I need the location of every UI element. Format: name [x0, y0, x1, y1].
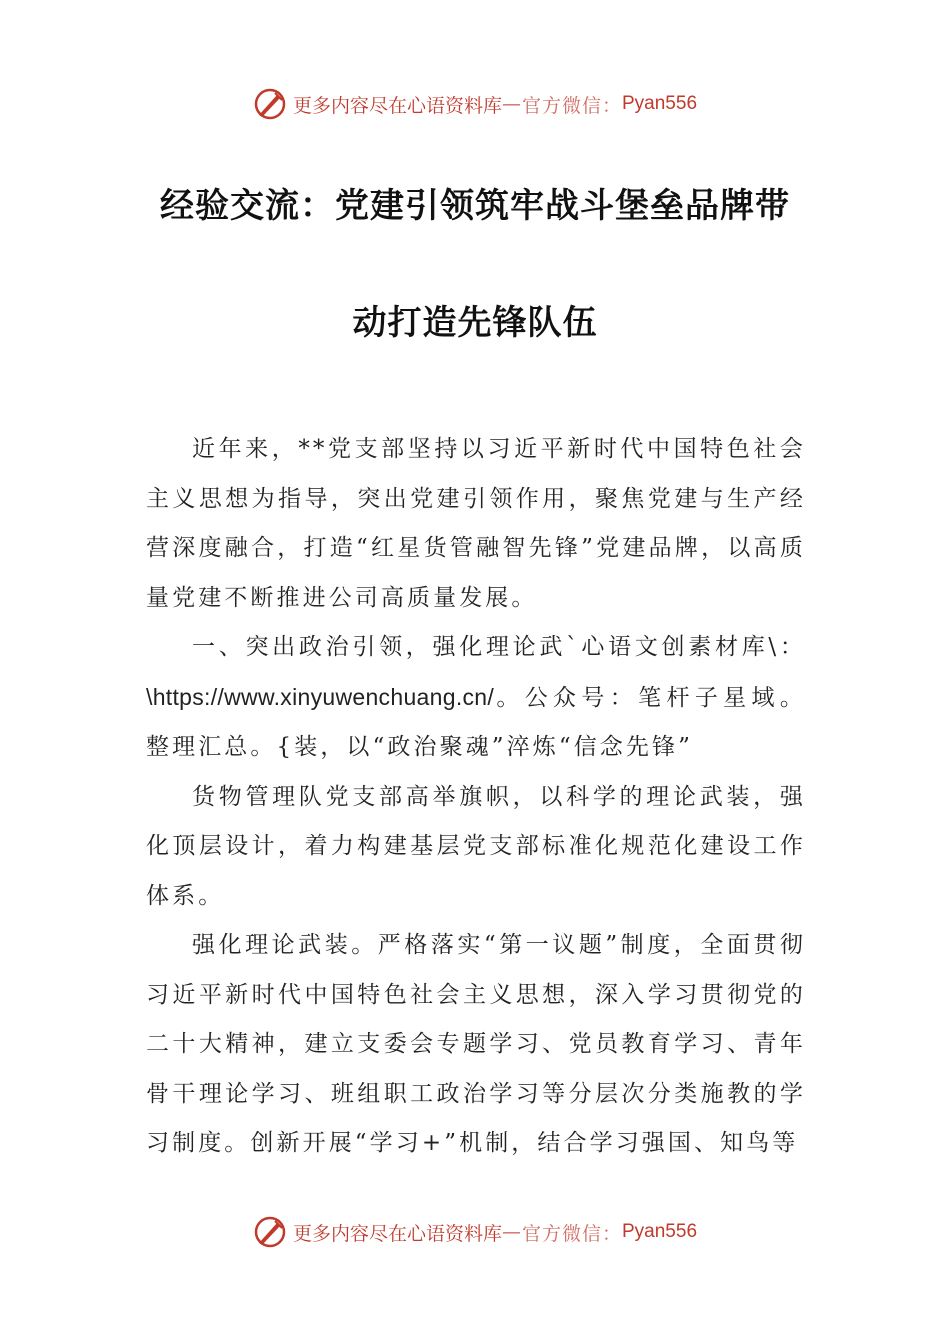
document-title-line-1: 经验交流：党建引领筑牢战斗堡垒品牌带 [160, 186, 790, 226]
section-1-url: \https://www.xinyuwenchuang.cn/ [146, 683, 495, 710]
watermark-header [0, 84, 950, 124]
watermark-id: Pyan556 [622, 93, 698, 114]
paragraph-theory: 强化理论武装。严格落实“第一议题”制度，全面贯彻习近平新时代中国特色社会主义思想，深入学习贯彻党的二十大精神，建立支委会专题学习、党员教育学习、青年骨干理论学习、班组职工政治学习等分层次分类施教的学习制度。创新开展“学习+”机制，结合学习强国、知鸟等 [146, 932, 806, 1156]
watermark-text: 更多内容尽在心语资料库 [292, 1222, 502, 1245]
document-body [146, 425, 806, 1169]
pen-logo-icon [253, 87, 287, 121]
document-title-line-2: 动打造先锋队伍 [352, 303, 598, 343]
section-1-text-b: 。公众号：笔杆子星域。整理汇总。{装，以“政治聚魂”淬炼“信念先锋” [146, 684, 806, 760]
paragraph-section-1 [146, 623, 806, 773]
watermark-dash: — [501, 1221, 522, 1243]
watermark-official: 官方微信： [521, 94, 622, 117]
pen-logo-icon [253, 1215, 287, 1249]
watermark-id: Pyan556 [622, 1221, 698, 1242]
watermark-footer [0, 1212, 950, 1252]
watermark-text: 更多内容尽在心语资料库 [292, 94, 502, 117]
paragraph-intro: 近年来，**党支部坚持以习近平新时代中国特色社会主义思想为指导，突出党建引领作用，聚焦党建与生产经营深度融合，打造“红星货管融智先锋”党建品牌，以高质量党建不断推进公司高质量发展。 [146, 436, 806, 611]
watermark-official: 官方微信： [521, 1222, 622, 1245]
paragraph-banner: 货物管理队党支部高举旗帜，以科学的理论武装，强化顶层设计，着力构建基层党支部标准化规范化建设工作体系。 [146, 783, 806, 909]
section-1-text-a: 一、突出政治引领，强化理论武`心语文创素材库\： [192, 634, 806, 660]
watermark-dash: — [501, 93, 522, 115]
